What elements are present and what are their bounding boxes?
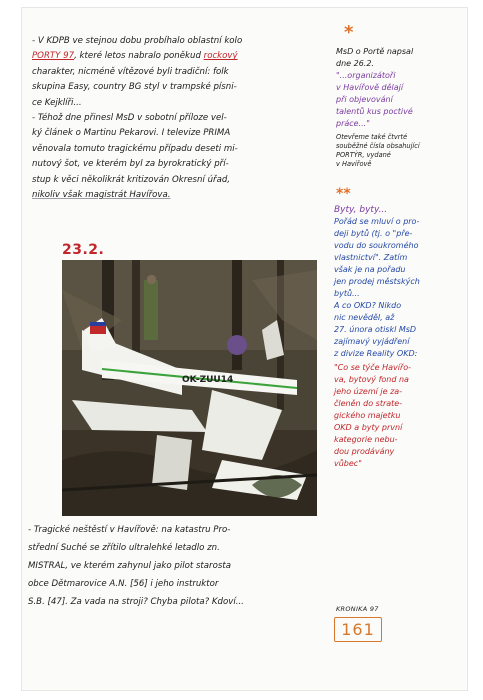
text-line: ký článek o Martinu Pekarovi. I televize PRIMA [32,128,231,139]
text-line: charakter, nicméně vítězové byli tradiční: folk [32,66,229,77]
note-line: vlastnictví". Zatím [334,253,408,262]
photo-caption [28,521,326,611]
crash-photo-illustration [62,260,317,516]
note-line: však je na pořadu [334,265,406,274]
note-line: z divize Reality OKD: [334,349,418,358]
note-line: dne 26.2. [336,59,374,68]
chronicle-label: KRONIKA 97 [336,605,379,613]
text-span: , které letos nabralo poněkud [74,51,204,62]
text-line: stup k věci několikrát kritizován Okresní úřad, [32,174,231,185]
note-quote-line: "Co se týče Havířo- [334,363,412,372]
note-small-line: souběžné čísla obsahující [336,142,420,150]
note-quote-line: OKD a byty první [334,423,403,432]
note-line: 27. února otiskl MsD [334,325,417,334]
porta-highlight: PORTY 97 [32,51,75,62]
note-quote-line: v Havířově dělají [336,83,404,92]
note-line: MsD o Portě napsal [336,47,414,56]
caption-line: MISTRAL, ve kterém zahynul jako pilot starosta [28,561,231,571]
caption-line: střední Suché se zřítilo ultralehké letadlo zn. [28,543,220,553]
text-line: skupina Easy, country BG styl v trampské písni- [32,82,237,93]
note-quote-line: práce..." [336,119,370,128]
page-number: 161 [334,617,382,642]
caption-line: S.B. [47]. Za vada na stroji? Chyba pilota? Kdoví... [28,597,244,607]
text-line: nikoliv však magistrát Havířova. [32,190,171,201]
note-quote-line: dou prodávány [334,447,395,456]
caption-line: - Tragické neštěstí v Havířově: na katastru Pro- [28,525,231,535]
note-quote-line: gického majetku [334,411,401,420]
text-line: nutový šot, ve kterém byl za byrokratický pří- [32,159,229,170]
crash-photo [62,260,317,516]
note-line: bytů... [334,289,360,298]
date-label: 23.2. [62,242,105,258]
side-note-porta [336,46,458,169]
double-star-marker: ** [336,186,351,202]
note-quote-line: při objevování [336,95,393,104]
text-line [32,49,314,64]
side-note-housing [334,204,458,470]
note-quote-line: členěn do strate- [334,399,403,408]
note-quote-line: kategorie nebu- [334,435,398,444]
text-line: - V KDPB ve stejnou dobu probíhalo oblastní kolo [32,36,243,46]
aircraft-registration: OK-ZUU14 [182,375,234,385]
note-quote-line: vůbec" [334,459,362,468]
caption-line: obce Dětmarovice A.N. [56] i jeho instruktor [28,579,219,589]
main-text-block [32,34,314,203]
note-line: nic nevěděl, až [334,313,395,322]
note-line: vodu do soukromého [334,241,419,250]
note-small-line: v Havířově [336,160,372,168]
note-quote-line: talentů kus poctivé [336,107,413,116]
note-line: zajímavý vyjádření [334,337,410,346]
note-line: A co OKD? Nikdo [334,301,402,310]
rock-highlight: rockový [203,51,238,62]
note-heading: Byty, byty... [334,205,388,215]
note-quote-line: va, bytový fond na [334,375,409,384]
text-line: - Téhož dne přinesl MsD v sobotní příloze vel- [32,113,227,124]
text-line: ce Kejklíři... [32,97,82,108]
note-line: Pořád se mluví o pro- [334,217,420,226]
chronicle-page [22,8,467,690]
note-line: deji bytů (tj. o "pře- [334,229,413,238]
note-line: jen prodej městských [334,277,420,286]
text-line: věnovala tomuto tragickému případu deseti mi- [32,143,238,154]
note-small-line: PORTÝR, vydané [336,151,391,159]
note-quote-line: jeho území je za- [334,387,403,396]
note-quote-line: "...organizátoři [336,71,396,80]
note-small-line: Otevřeme také čtvrté [336,133,408,141]
star-marker: * [344,22,354,43]
